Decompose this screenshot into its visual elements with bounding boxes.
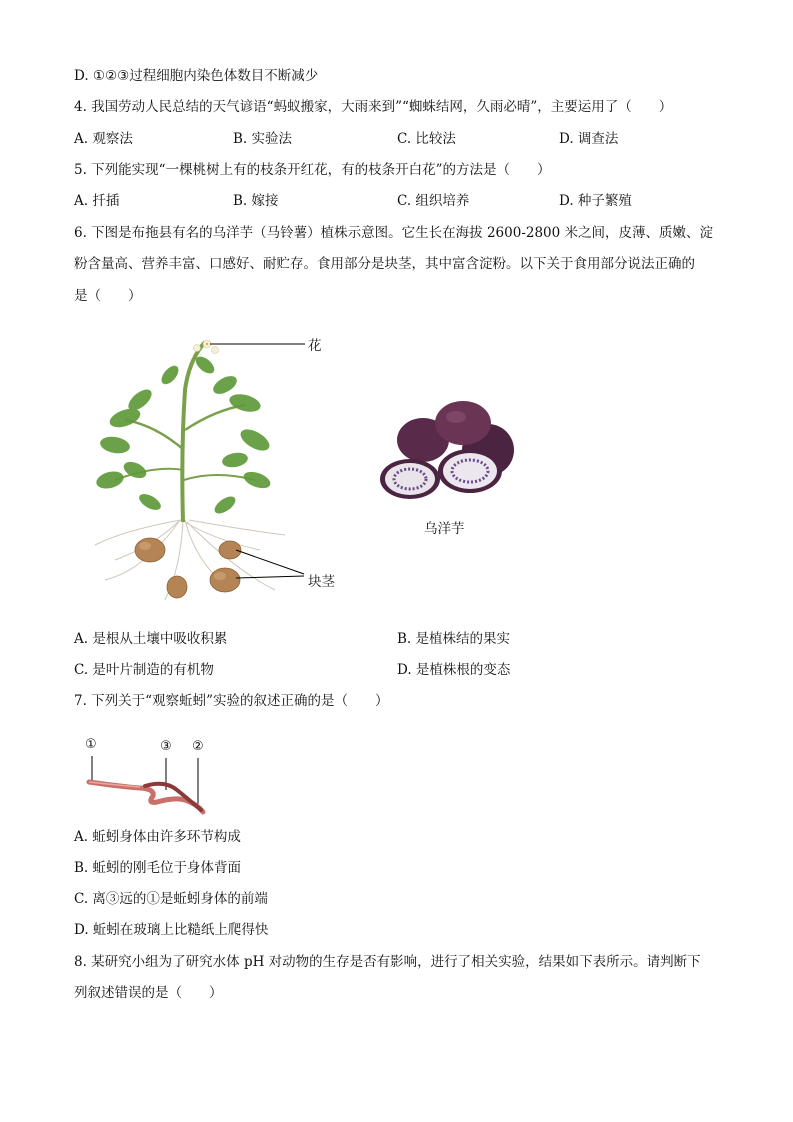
q8-stem-line1: 8. 某研究小组为了研究水体 pH 对动物的生存是否有影响，进行了相关实验，结果如下表所示。请判断下 <box>74 954 701 970</box>
q5-option-c: C. 组织培养 <box>397 193 470 209</box>
q4-option-a: A. 观察法 <box>74 131 133 147</box>
worm-label-1: ① <box>85 737 97 752</box>
q6-option-a: A. 是根从土壤中吸收积累 <box>74 631 228 647</box>
q4-option-b: B. 实验法 <box>233 131 293 147</box>
q5-option-b: B. 嫁接 <box>233 193 279 209</box>
q6-option-b: B. 是植株结的果实 <box>397 631 511 647</box>
q6-stem-line2: 粉含量高、营养丰富、口感好、耐贮存。食用部分是块茎，其中富含淀粉。以下关于食用部分说法正确的 <box>74 256 695 272</box>
black-potato-caption: 乌洋芋 <box>424 521 465 537</box>
q4-option-c: C. 比较法 <box>397 131 456 147</box>
tuber-label: 块茎 <box>308 574 335 590</box>
q7-option-b: B. 蚯蚓的刚毛位于身体背面 <box>74 860 242 876</box>
q6-stem-line1: 6. 下图是布拖县有名的乌洋芋（马铃薯）植株示意图。它生长在海拔 2600-2800 米之间，皮薄、质嫩、淀 <box>74 225 714 241</box>
q6-stem-line3: 是（ ） <box>74 288 142 304</box>
q7-option-a: A. 蚯蚓身体由许多环节构成 <box>74 829 241 845</box>
flower-leader-line <box>210 342 310 346</box>
q5-stem: 5. 下列能实现“一棵桃树上有的枝条开红花，有的枝条开白花”的方法是（ ） <box>74 162 551 178</box>
black-potato-illustration <box>378 395 538 505</box>
worm-label-2: ② <box>192 739 204 754</box>
q4-option-d: D. 调查法 <box>559 131 619 147</box>
q4-stem: 4. 我国劳动人民总结的天气谚语“蚂蚁搬家，大雨来到”“蜘蛛结网，久雨必晴”，主要运用了（ ） <box>74 99 673 115</box>
q6-option-c: C. 是叶片制造的有机物 <box>74 662 214 678</box>
q7-option-d: D. 蚯蚓在玻璃上比糙纸上爬得快 <box>74 922 269 938</box>
q8-stem-line2: 列叙述错误的是（ ） <box>74 985 223 1001</box>
q7-option-c: C. 离③远的①是蚯蚓身体的前端 <box>74 891 268 907</box>
worm-label-3: ③ <box>160 739 172 754</box>
q6-option-d: D. 是植株根的变态 <box>397 662 511 678</box>
earthworm-illustration <box>85 752 215 822</box>
q5-option-d: D. 种子繁殖 <box>559 193 632 209</box>
q3-option-d: D. ①②③过程细胞内染色体数目不断减少 <box>74 68 319 84</box>
q5-option-a: A. 扦插 <box>74 193 120 209</box>
q7-stem: 7. 下列关于“观察蚯蚓”实验的叙述正确的是（ ） <box>74 693 389 709</box>
tuber-leader-lines <box>228 550 308 580</box>
flower-label: 花 <box>308 338 322 354</box>
